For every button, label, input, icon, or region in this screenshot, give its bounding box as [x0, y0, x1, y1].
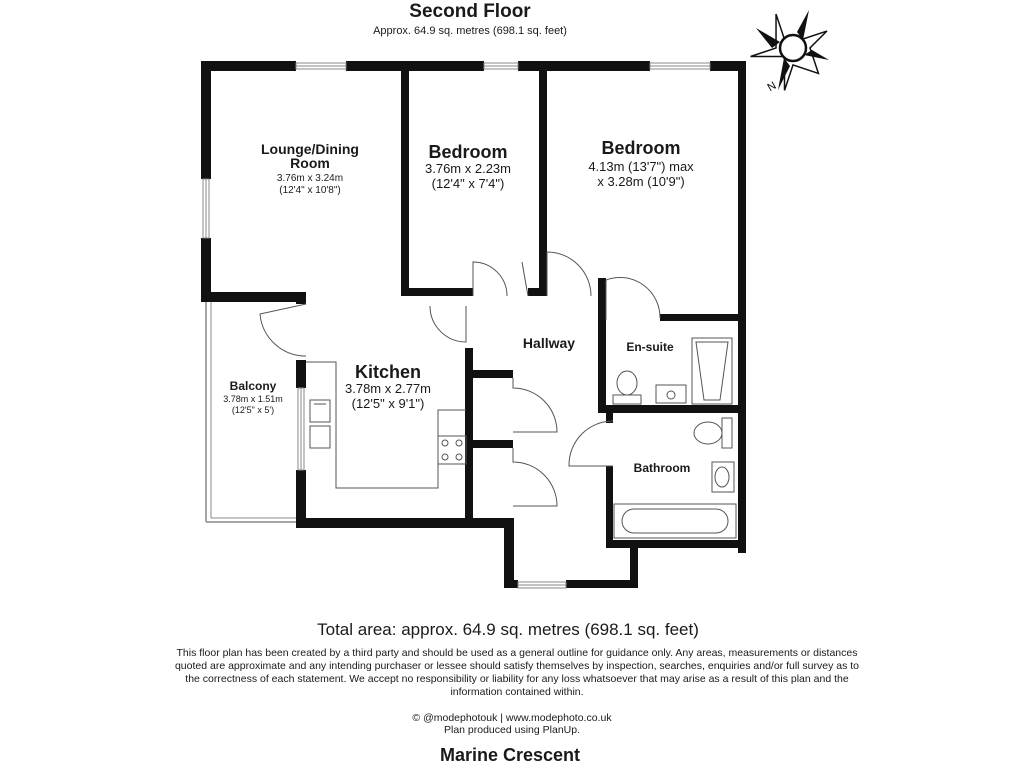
room-name-balcony: Balcony	[229, 379, 277, 393]
room-name-bathroom: Bathroom	[633, 461, 691, 475]
room-dim-bedroom-2-metric: 3.76m x 2.23m	[425, 161, 511, 176]
bathroom-fixtures	[614, 418, 736, 538]
credit-line: © @modephotouk | www.modephoto.co.uk	[412, 712, 612, 724]
disclaimer-text: This floor plan has been created by a third party and should be used as a general outline for guidance only. Any areas, measurements or distances quoted are approximate and any intending purchaser or lessee should satisfy themselves by inspection, searches, enquiries and/or full survey as to the correctness of each statement. We accept no responsibility or liability for any loss whatsoever that may arise as a result of this plan and the information contained within.	[174, 647, 860, 698]
room-name-lounge: Lounge/Dining	[261, 141, 359, 157]
room-dim-bedroom-1-line2: x 3.28m (10'9")	[597, 174, 685, 189]
total-area: Total area: approx. 64.9 sq. metres (698.1 sq. feet)	[317, 620, 699, 639]
room-dim-balcony-metric: 3.78m x 1.51m	[223, 394, 283, 404]
room-dim-bedroom-1-line1: 4.13m (13'7") max	[588, 159, 694, 174]
room-name-lounge-line2: Room	[290, 155, 330, 171]
floor-area: Approx. 64.9 sq. metres (698.1 sq. feet)	[373, 25, 567, 37]
room-dim-bedroom-2-imperial: (12'4" x 7'4")	[431, 176, 505, 191]
room-name-hallway: Hallway	[522, 335, 576, 351]
room-name-ensuite: En-suite	[626, 340, 674, 354]
compass-north-label: N	[765, 79, 779, 95]
room-name-bedroom-2: Bedroom	[428, 142, 508, 162]
floor-title: Second Floor	[409, 1, 531, 22]
compass-icon	[742, 0, 844, 99]
room-name-kitchen: Kitchen	[354, 362, 422, 382]
room-name-bedroom-1: Bedroom	[601, 138, 681, 158]
room-dim-lounge-imperial: (12'4" x 10'8")	[279, 185, 341, 196]
room-dim-balcony-imperial: (12'5" x 5')	[231, 405, 275, 415]
room-dim-kitchen-metric: 3.78m x 2.77m	[345, 381, 431, 396]
planup-credit: Plan produced using PlanUp.	[443, 724, 580, 736]
room-dim-lounge-metric: 3.76m x 3.24m	[276, 173, 344, 184]
property-name: Marine Crescent	[439, 745, 581, 765]
room-dim-kitchen-imperial: (12'5" x 9'1")	[351, 396, 425, 411]
